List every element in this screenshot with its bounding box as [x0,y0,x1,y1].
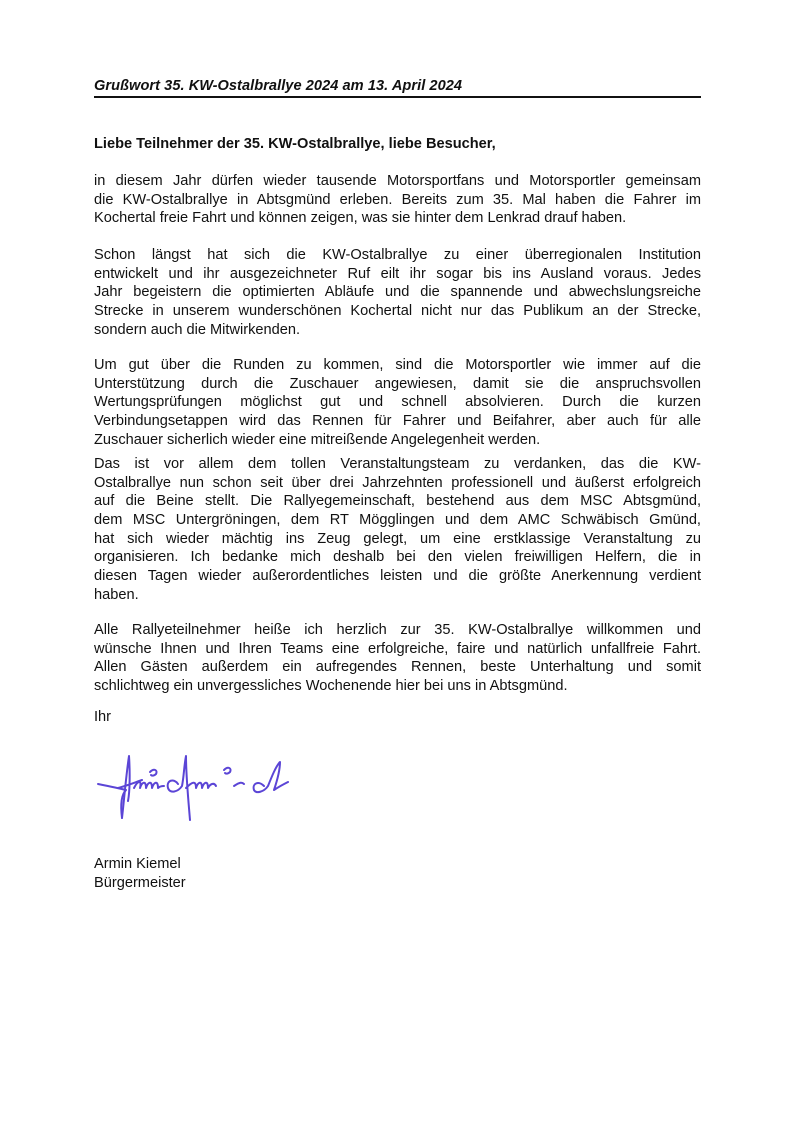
text-line: Allen Gästen außerdem ein aufregendes Rennen, beste Unterhaltung und somit [94,659,701,676]
signer-block [94,855,186,892]
paragraph-4 [94,455,701,605]
text-line: entwickelt und ihr ausgezeichneter Ruf eilt ihr sogar bis ins Ausland voraus. Jedes [94,265,701,282]
text-line: Um gut über die Runden zu kommen, sind die Motorsportler wie immer auf die [94,357,701,373]
document-title: Grußwort 35. KW-Ostalbrallye 2024 am 13. April 2024 [94,78,463,94]
paragraph-2 [94,246,701,339]
text-line: die KW-Ostalbrallye in Abtsgmünd erleben. Bereits zum 35. Mal haben die Fahrer im [94,191,701,208]
text-line: Alle Rallyeteilnehmer heiße ich herzlich zur 35. KW-Ostalbrallye willkommen und [94,622,701,638]
text-line: Unterstützung durch die Zuschauer angewiesen, damit sie die anspruchsvollen [94,375,701,392]
signer-name: Armin Kiemel [94,856,181,872]
text-line: Wertungsprüfungen möglichst gut und schnell absolvieren. Durch die kurzen [94,394,701,411]
text-line: Jahr begeistern die optimierten Abläufe und die spannende und abwechslungsreiche [94,284,701,301]
paragraph-3 [94,356,701,449]
text-line: Ostalbrallye nun schon seit über drei Jahrzehnten professionell und äußerst erfolgreich [94,474,701,491]
paragraph-5 [94,621,701,696]
text-line: haben. [94,586,139,603]
text-line: Schon längst hat sich die KW-Ostalbrallye zu einer überregionalen Institution [94,247,701,263]
text-line: Zuschauer sicherlich wieder eine mitreißende Angelegenheit werden. [94,431,541,448]
paragraph-1 [94,172,701,228]
text-line: Strecke in unserem wunderschönen Kochertal nicht nur das Publikum an der Strecke, [94,303,701,320]
text-line: dem MSC Untergröningen, dem RT Mögglingen und dem AMC Schwäbisch Gmünd, [94,512,701,529]
text-line: in diesem Jahr dürfen wieder tausende Motorsportfans und Motorsportler gemeinsam [94,173,701,189]
text-line: hat sich wieder mächtig ins Zeug gelegt, um eine erstklassige Veranstaltung zu [94,530,701,547]
salutation: Liebe Teilnehmer der 35. KW-Ostalbrallye, liebe Besucher, [94,136,496,152]
text-line: sondern auch die Mitwirkenden. [94,321,301,338]
document-header [94,78,701,98]
text-line: auf die Beine stellt. Die Rallyegemeinschaft, bestehend aus dem MSC Abtsgmünd, [94,493,701,510]
text-line: Kochertal freie Fahrt und können zeigen, was sie hinter dem Lenkrad drauf haben. [94,210,627,227]
signature-icon [96,746,316,836]
text-line: Das ist vor allem dem tollen Veranstaltungsteam zu verdanken, das die KW- [94,456,701,472]
text-line: wünsche Ihnen und Ihren Teams eine erfolgreiche, faire und natürlich unfallfreie Fahrt. [94,640,701,657]
text-line: organisieren. Ich bedanke mich deshalb bei den vielen freiwilligen Helfern, die in [94,549,701,566]
text-line: diesen Tagen wieder außerordentliches leisten und die größte Anerkennung verdient [94,568,701,585]
text-line: Verbindungsetappen wird das Rennen für Fahrer und Beifahrer, aber auch für alle [94,413,701,430]
signer-title: Bürgermeister [94,874,186,891]
closing: Ihr [94,709,112,725]
text-line: schlichtweg ein unvergessliches Wochenende hier bei uns in Abtsgmünd. [94,678,568,695]
